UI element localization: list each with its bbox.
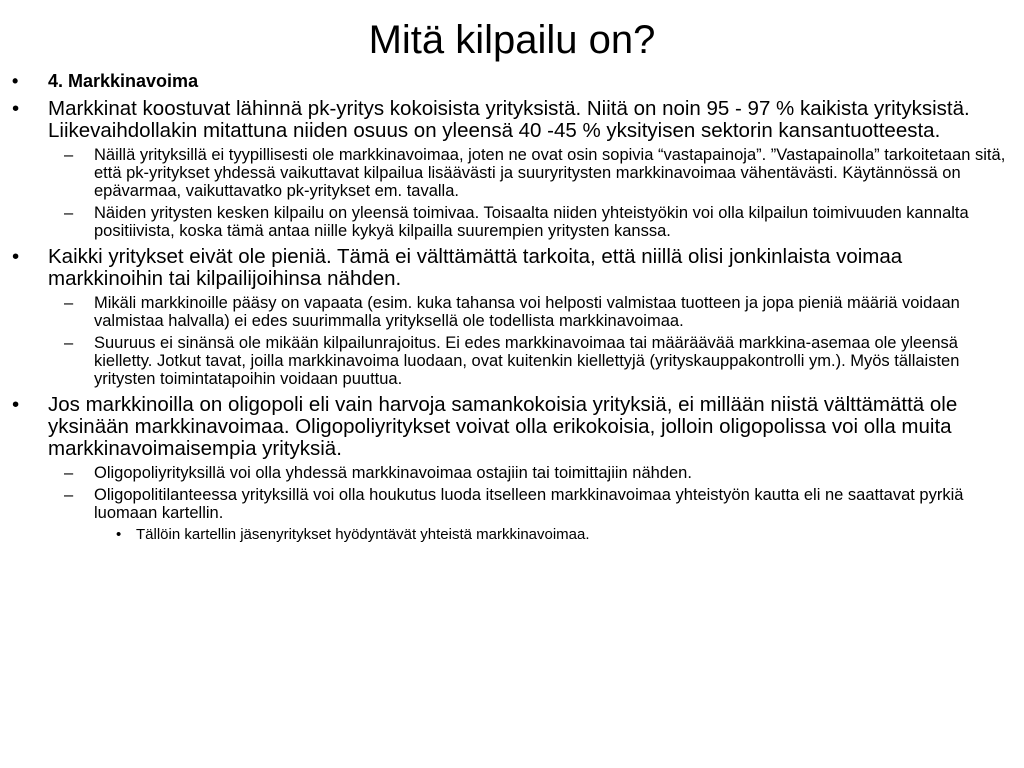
sub-bullet-kilpailu-toimivaa (0, 204, 1024, 240)
bullet-kaikki-eivat-pienia (0, 246, 1024, 290)
bullet-marker: • (12, 97, 20, 120)
bullet-oligopoli (0, 394, 1024, 460)
sub-bullet-oligopoli-yhdessa (0, 464, 1024, 482)
bullet-marker: • (12, 71, 19, 91)
sub-bullet-text: Näiden yritysten kesken kilpailu on yleensä toimivaa. Toisaalta niiden yhteistyökin voi olla kilpailun toimivuuden kannalta positiivista, koska tämä antaa niille kykyä kilpailla suurempien yritysten kanssa. (94, 204, 969, 240)
bullet-text: Markkinat koostuvat lähinnä pk-yritys kokoisista yrityksistä. Niitä on noin 95 - 97 % kaikista yrityksistä. Liikevaihdollakin mitattuna niiden osuus on yleensä 40 -45 % yksityisen sektorin kansantuotteesta. (48, 97, 970, 142)
dash-marker: – (64, 204, 74, 222)
dash-marker: – (64, 464, 74, 482)
bullet-markkinavoima-heading (0, 70, 1024, 92)
bullet-pk-yritykset (0, 98, 1024, 142)
sub-bullet-kartelli (0, 486, 1024, 522)
bullet-marker: • (12, 245, 20, 268)
bullet-marker: • (116, 526, 122, 543)
sub-bullet-text: Mikäli markkinoille pääsy on vapaata (esim. kuka tahansa voi helposti valmistaa tuotteen ja jopa pieniä määriä voidaan valmistaa halvalla) ei edes suurimmalla yrityksellä ole todellista markkinavoimaa. (94, 294, 960, 330)
dash-marker: – (64, 486, 74, 504)
sub-bullet-text: Oligopolitilanteessa yrityksillä voi olla houkutus luoda itselleen markkinavoimaa yhteistyön kautta eli ne saattavat pyrkiä luomaan kartellin. (94, 486, 964, 522)
sub-sub-bullet-text: Tällöin kartellin jäsenyritykset hyödyntävät yhteistä markkinavoimaa. (136, 526, 590, 543)
dash-marker: – (64, 294, 74, 312)
sub-bullet-text: Oligopoliyrityksillä voi olla yhdessä markkinavoimaa ostajiin tai toimittajiin nähden. (94, 464, 692, 482)
slide-title: Mitä kilpailu on? (368, 18, 656, 62)
dash-marker: – (64, 334, 74, 352)
bullet-text: Kaikki yritykset eivät ole pieniä. Tämä ei välttämättä tarkoita, että niillä olisi jonkinlaista voimaa markkinoihin tai kilpailijoihinsa nähden. (48, 245, 903, 290)
bullet-marker: • (12, 393, 20, 416)
bullet-text: Jos markkinoilla on oligopoli eli vain harvoja samankokoisia yrityksiä, ei millään niistä välttämättä ole yksinään markkinavoimaa. Oligopoliyritykset voivat olla erikokoisia, jolloin oligopolissa voi olla muita markkinavoimaisempia yrityksiä. (48, 393, 958, 460)
sub-bullet-suuruus (0, 334, 1024, 388)
bullet-text: 4. Markkinavoima (48, 71, 199, 91)
sub-bullet-markkinoille-paasy (0, 294, 1024, 330)
sub-sub-bullet-jasenyritykset (0, 526, 1024, 544)
sub-bullet-text: Suuruus ei sinänsä ole mikään kilpailunrajoitus. Ei edes markkinavoimaa tai määräävää markkina-asemaa ole yleensä kielletty. Jotkut tavat, joilla markkinavoima luodaan, ovat kuitenkin kiellettyjä (yrityskauppakontrolli ym.). Myös tällaisten yritysten toimintatapoihin voidaan puuttua. (94, 334, 960, 388)
sub-bullet-vastapainot (0, 146, 1024, 200)
dash-marker: – (64, 146, 74, 164)
sub-bullet-text: Näillä yrityksillä ei tyypillisesti ole markkinavoimaa, joten ne ovat osin sopivia “vastapainoja”. ”Vastapainolla” tarkoitetaan sitä, että pk-yritykset yhdessä vaikuttavat kilpailua lisäävästi ja suuryritysten markkinavoimaa vähentävästi. Käytännössä on epävarmaa, vaikuttavatko pk-yritykset em. tavalla. (94, 146, 1006, 200)
slide-body (0, 64, 1024, 544)
